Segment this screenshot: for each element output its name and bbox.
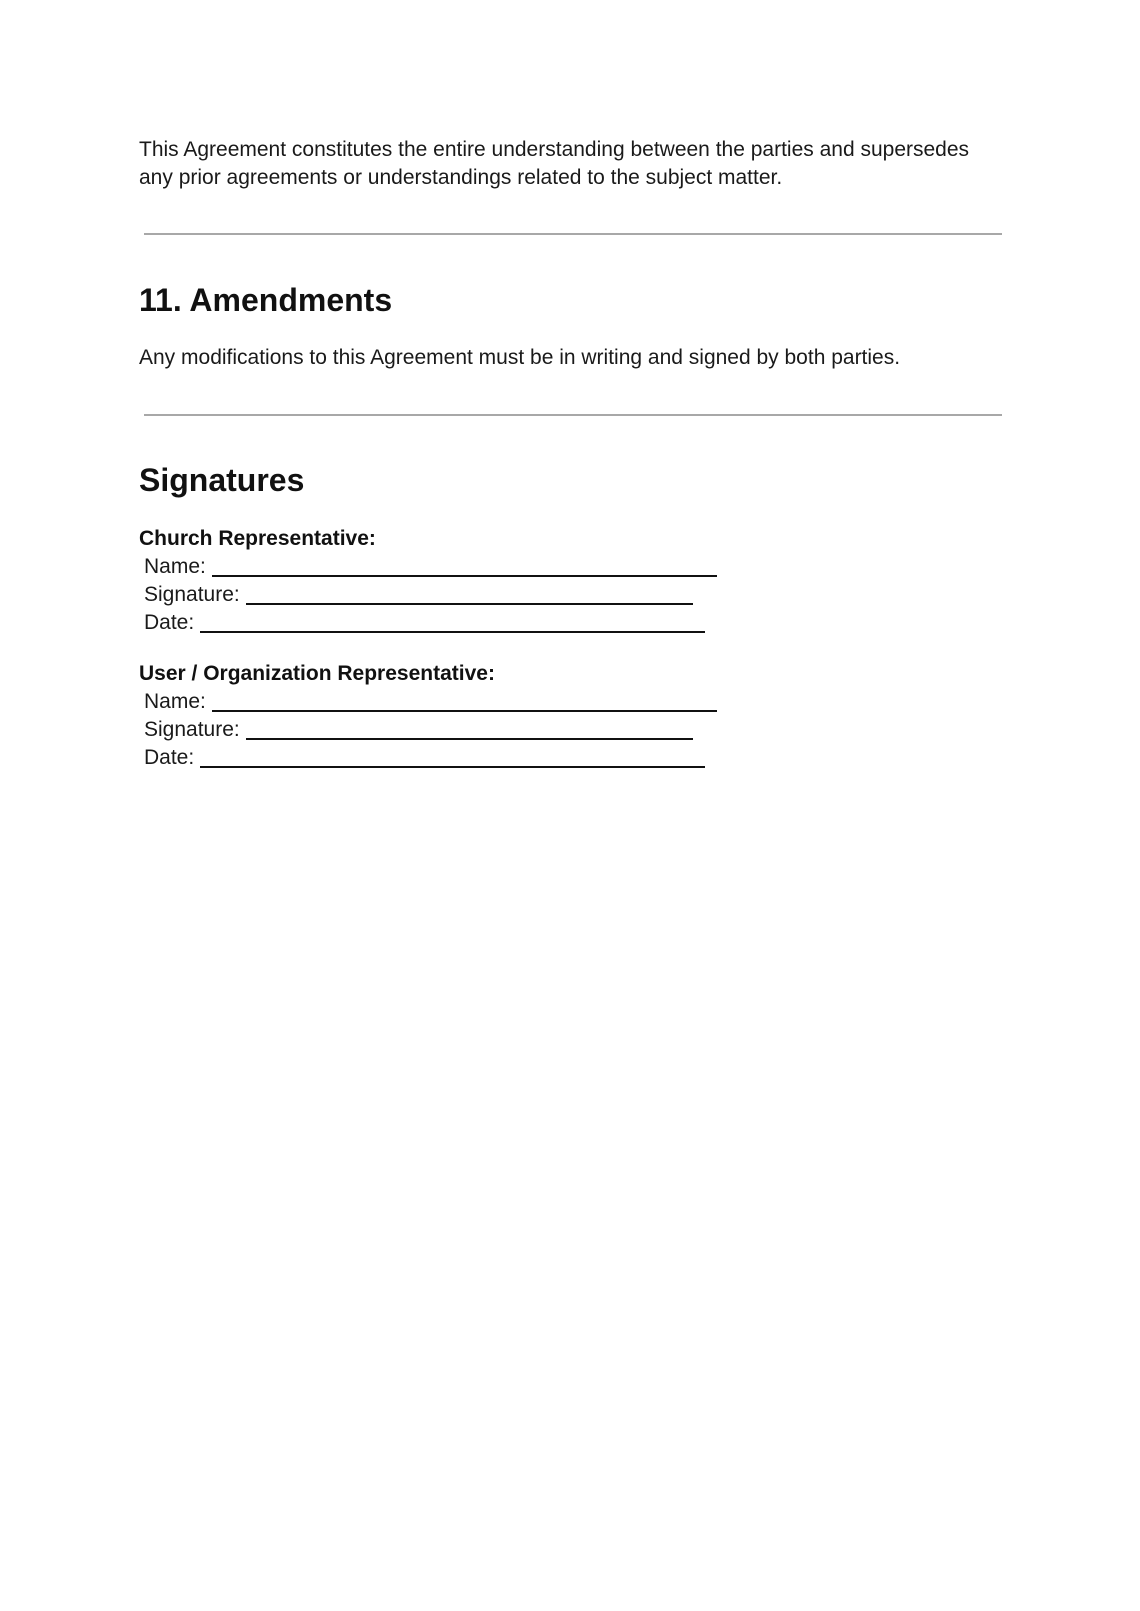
church-name-label: Name: [144,555,206,578]
user-date-field[interactable] [200,744,705,768]
user-date-line [144,744,705,772]
church-date-field[interactable] [200,609,705,633]
user-representative-label: User / Organization Representative: [139,662,495,685]
signatures-heading: Signatures [139,462,305,498]
user-name-label: Name: [144,690,206,713]
section-divider [144,233,1002,235]
user-name-field[interactable] [212,688,717,712]
entire-agreement-paragraph: This Agreement constitutes the entire understanding between the parties and supersedes any prior agreements or understandings related to the subject matter. [139,138,970,189]
church-signature-line [144,581,693,609]
church-name-line [144,553,717,581]
church-signature-field[interactable] [246,581,693,605]
church-date-line [144,609,705,637]
user-date-label: Date: [144,746,195,769]
church-representative-label: Church Representative: [139,527,376,550]
amendments-paragraph: Any modifications to this Agreement must be in writing and signed by both parties. [139,346,901,369]
user-signature-field[interactable] [246,716,693,740]
church-date-label: Date: [144,611,195,634]
amendments-heading: 11. Amendments [139,282,393,318]
church-name-field[interactable] [212,553,717,577]
user-signature-label: Signature: [144,718,240,741]
church-signature-label: Signature: [144,583,240,606]
section-divider [144,414,1002,416]
user-name-line [144,688,717,716]
user-signature-line [144,716,693,744]
